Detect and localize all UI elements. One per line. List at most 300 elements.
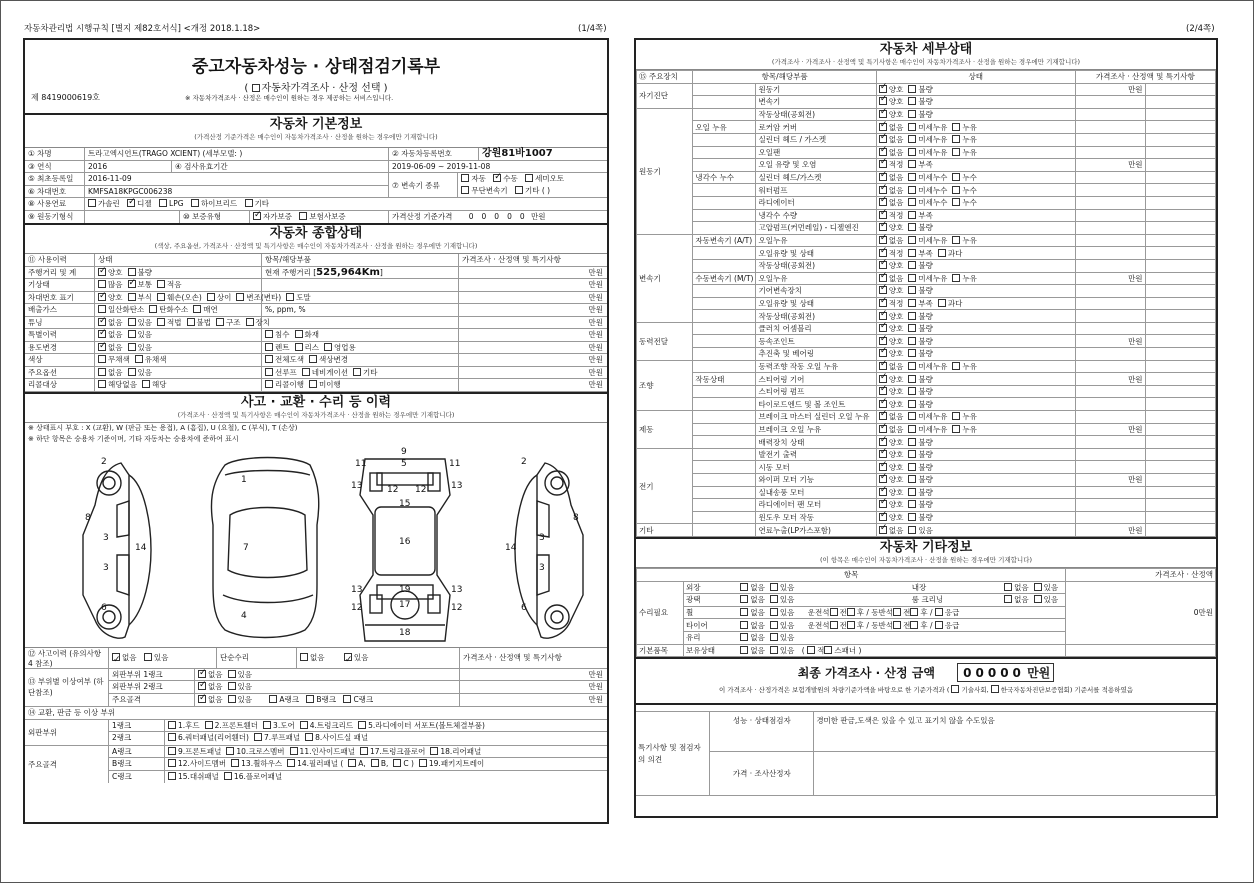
detail-state-checkbox[interactable] bbox=[908, 387, 916, 395]
trans-semiauto-checkbox[interactable] bbox=[525, 174, 533, 182]
detail-state-checkbox[interactable] bbox=[908, 198, 916, 206]
detail-state-checkbox[interactable] bbox=[879, 349, 887, 357]
overall-state-checkbox[interactable] bbox=[193, 305, 201, 313]
trans-other-checkbox[interactable] bbox=[515, 186, 523, 194]
part-item-checkbox[interactable] bbox=[254, 733, 262, 741]
detail-state-checkbox[interactable] bbox=[908, 261, 916, 269]
overall-state-label: 탄화수소 bbox=[159, 305, 189, 314]
own-yes-label: 있음 bbox=[779, 645, 795, 655]
detail-state-checkbox[interactable] bbox=[908, 236, 916, 244]
part-item-checkbox[interactable] bbox=[290, 747, 298, 755]
overall-state-checkbox[interactable] bbox=[128, 368, 136, 376]
fuel-gasoline-checkbox[interactable] bbox=[88, 199, 96, 207]
rank-c-checkbox[interactable] bbox=[343, 695, 351, 703]
detail-state bbox=[876, 524, 1075, 537]
part-item-checkbox[interactable] bbox=[168, 759, 176, 767]
detail-state-checkbox[interactable] bbox=[879, 387, 887, 395]
wheel-pass-rear-checkbox[interactable] bbox=[910, 608, 918, 616]
detail-note-cell bbox=[1145, 222, 1215, 235]
other-info-table: 항목 가격조사 · 산정액 수리필요 외장 없음 있음 내장 없음 있음 0만원 광택 없음 있음 룸 크리닝 없음 있음 휠 없음 있음 운전석 전 후 / 동반석 전 후 / 응급 타이어 없음 있음 운전석 전 후 / 동반석 전 후 / 응급 유리 없음 있음 기본품목 보유상태 없음 있음 ( 적 스패너 ) bbox=[636, 568, 1216, 657]
detail-state-checkbox[interactable] bbox=[879, 500, 887, 508]
rank2-label: 2랭크 bbox=[109, 732, 165, 745]
rank-b-checkbox[interactable] bbox=[306, 695, 314, 703]
detail-state-option bbox=[908, 198, 947, 207]
base-price-label: 가격산정 기준가격 bbox=[392, 211, 453, 221]
gloss-yes-label: 있음 bbox=[779, 595, 795, 605]
overall-row-detail bbox=[262, 329, 459, 341]
part-item-checkbox[interactable] bbox=[263, 721, 271, 729]
overall-state-checkbox[interactable] bbox=[128, 293, 136, 301]
overall-detail-checkbox[interactable] bbox=[295, 343, 303, 351]
detail-state-checkbox[interactable] bbox=[879, 438, 887, 446]
overall-detail-checkbox[interactable] bbox=[302, 368, 310, 376]
detail-state-checkbox[interactable] bbox=[908, 375, 916, 383]
detail-state-checkbox[interactable] bbox=[879, 223, 887, 231]
detail-state-checkbox[interactable] bbox=[908, 412, 916, 420]
detail-row bbox=[637, 146, 1216, 159]
detail-state-checkbox[interactable] bbox=[879, 488, 887, 496]
detail-state-option bbox=[908, 400, 933, 409]
detail-state-checkbox[interactable] bbox=[879, 123, 887, 131]
tech-society-checkbox[interactable] bbox=[951, 685, 959, 693]
detail-state-checkbox[interactable] bbox=[879, 324, 887, 332]
detail-state-checkbox[interactable] bbox=[908, 362, 916, 370]
tire-pass-rear-checkbox[interactable] bbox=[910, 621, 918, 629]
wheel-pass-rear-label: 후 bbox=[920, 608, 928, 618]
detail-state-checkbox[interactable] bbox=[879, 135, 887, 143]
detail-state-checkbox[interactable] bbox=[908, 526, 916, 534]
detail-state-checkbox[interactable] bbox=[908, 286, 916, 294]
overall-state-checkbox[interactable] bbox=[128, 318, 136, 326]
part-item-checkbox[interactable] bbox=[393, 759, 401, 767]
exterior-yes-checkbox[interactable] bbox=[770, 583, 778, 591]
detail-state-checkbox[interactable] bbox=[879, 160, 887, 168]
wheel-pass-front-checkbox[interactable] bbox=[893, 608, 901, 616]
overall-state-option bbox=[128, 330, 153, 339]
detail-state-checkbox[interactable] bbox=[908, 488, 916, 496]
overall-detail-option bbox=[265, 368, 297, 377]
clean-yes-checkbox[interactable] bbox=[1034, 595, 1042, 603]
interior-yes-checkbox[interactable] bbox=[1034, 583, 1042, 591]
detail-state-checkbox[interactable] bbox=[879, 362, 887, 370]
detail-state-checkbox[interactable] bbox=[908, 438, 916, 446]
warranty-self-checkbox[interactable] bbox=[253, 212, 261, 220]
overall-header-row bbox=[25, 254, 607, 267]
detail-group-label: 조향 bbox=[637, 360, 693, 410]
detail-state-label: 누유 bbox=[962, 273, 977, 283]
detail-state-checkbox[interactable] bbox=[879, 286, 887, 294]
detail-state-option bbox=[879, 463, 904, 472]
fuel-other-checkbox[interactable] bbox=[245, 199, 253, 207]
part-item-checkbox[interactable] bbox=[168, 747, 176, 755]
tech-society-label: 기술사회, bbox=[961, 686, 989, 695]
detail-state-label: 양호 bbox=[888, 84, 904, 94]
trans-manual-checkbox[interactable] bbox=[493, 174, 501, 182]
part-item-checkbox[interactable] bbox=[224, 772, 232, 780]
part-item-label: 16.플로어패널 bbox=[233, 771, 283, 781]
detail-note-cell bbox=[1145, 511, 1215, 524]
overall-detail-checkbox[interactable] bbox=[265, 380, 273, 388]
part-item-checkbox[interactable] bbox=[305, 733, 313, 741]
warranty-insurer-checkbox[interactable] bbox=[299, 212, 307, 220]
inspector-note[interactable]: 경미한 판금,도색은 있을 수 있고 표기치 않을 수도있음 bbox=[814, 712, 1216, 752]
detail-state-label: 양호 bbox=[888, 475, 904, 485]
overall-state-checkbox[interactable] bbox=[98, 343, 106, 351]
overall-state-checkbox[interactable] bbox=[135, 355, 143, 363]
detail-state bbox=[876, 121, 1075, 134]
detail-state-checkbox[interactable] bbox=[908, 349, 916, 357]
detail-state-checkbox[interactable] bbox=[952, 362, 960, 370]
detail-state-checkbox[interactable] bbox=[879, 274, 887, 282]
detail-state-checkbox[interactable] bbox=[879, 475, 887, 483]
final-digit: 0 bbox=[1012, 666, 1021, 681]
detail-state-checkbox[interactable] bbox=[908, 110, 916, 118]
part-item-option bbox=[348, 759, 366, 768]
detail-state-checkbox[interactable] bbox=[879, 148, 887, 156]
detail-sub-label bbox=[693, 247, 756, 260]
overall-state-checkbox[interactable] bbox=[98, 305, 106, 313]
wheel-label: 휠 bbox=[685, 608, 694, 618]
accident-yes-checkbox[interactable] bbox=[144, 653, 152, 661]
overall-row bbox=[25, 367, 607, 380]
detail-state-checkbox[interactable] bbox=[908, 463, 916, 471]
overall-state-option bbox=[128, 343, 153, 352]
detail-state-label: 과다 bbox=[947, 248, 963, 258]
glass-none-checkbox[interactable] bbox=[740, 633, 748, 641]
part-item-checkbox[interactable] bbox=[168, 733, 176, 741]
trans-cvt-checkbox[interactable] bbox=[461, 186, 469, 194]
part-item-checkbox[interactable] bbox=[358, 721, 366, 729]
part-item-checkbox[interactable] bbox=[360, 747, 368, 755]
detail-state-checkbox[interactable] bbox=[952, 186, 960, 194]
gloss-yes-checkbox[interactable] bbox=[770, 595, 778, 603]
fuel-label: ⑧ 사용연료 bbox=[25, 198, 85, 210]
detail-state-checkbox[interactable] bbox=[952, 274, 960, 282]
detail-state-checkbox[interactable] bbox=[879, 186, 887, 194]
part-item-option bbox=[205, 721, 258, 730]
detail-state-checkbox[interactable] bbox=[879, 412, 887, 420]
fuel-hybrid-checkbox[interactable] bbox=[191, 199, 199, 207]
wheel-yes-checkbox[interactable] bbox=[770, 608, 778, 616]
detail-state-checkbox[interactable] bbox=[879, 299, 887, 307]
wheel-emergency-checkbox[interactable] bbox=[935, 608, 943, 616]
detail-state-checkbox[interactable] bbox=[879, 375, 887, 383]
part-item-checkbox[interactable] bbox=[231, 759, 239, 767]
detail-state-label: 불량 bbox=[918, 223, 933, 233]
overall-state-checkbox[interactable] bbox=[149, 305, 157, 313]
gloss-none-checkbox[interactable] bbox=[740, 595, 748, 603]
rankb-items-row bbox=[109, 758, 607, 771]
overall-state-checkbox[interactable] bbox=[128, 330, 136, 338]
glass-yes-checkbox[interactable] bbox=[770, 633, 778, 641]
detail-state-checkbox[interactable] bbox=[879, 425, 887, 433]
overall-state-checkbox[interactable] bbox=[128, 343, 136, 351]
interior-yes-label: 있음 bbox=[1043, 582, 1059, 592]
detail-row bbox=[637, 285, 1216, 298]
clean-none-label: 없음 bbox=[1014, 595, 1029, 605]
detail-state-checkbox[interactable] bbox=[908, 312, 916, 320]
detail-state-option bbox=[879, 123, 904, 132]
overall-state-checkbox[interactable] bbox=[128, 280, 136, 288]
detail-state-checkbox[interactable] bbox=[952, 173, 960, 181]
detail-state-checkbox[interactable] bbox=[908, 223, 916, 231]
overall-state-checkbox[interactable] bbox=[98, 293, 106, 301]
detail-state-checkbox[interactable] bbox=[938, 299, 946, 307]
detail-state-checkbox[interactable] bbox=[879, 337, 887, 345]
appraiser-note[interactable] bbox=[814, 752, 1216, 796]
detail-state-checkbox[interactable] bbox=[908, 400, 916, 408]
overall-state-option bbox=[207, 293, 232, 302]
detail-state-checkbox[interactable] bbox=[952, 425, 960, 433]
frame-yes-checkbox[interactable] bbox=[228, 695, 236, 703]
overall-state-checkbox[interactable] bbox=[236, 293, 244, 301]
detail-state-checkbox[interactable] bbox=[952, 148, 960, 156]
part-item-checkbox[interactable] bbox=[430, 747, 438, 755]
frame-none-checkbox[interactable] bbox=[198, 695, 206, 703]
detail-state-checkbox[interactable] bbox=[908, 513, 916, 521]
detail-note-cell bbox=[1145, 121, 1215, 134]
rank-a-checkbox[interactable] bbox=[269, 695, 277, 703]
detail-state-checkbox[interactable] bbox=[908, 135, 916, 143]
final-digit: 0 bbox=[963, 666, 972, 681]
detail-state-checkbox[interactable] bbox=[952, 135, 960, 143]
detail-state-checkbox[interactable] bbox=[879, 312, 887, 320]
outer1-yes-checkbox[interactable] bbox=[228, 670, 236, 678]
detail-state-checkbox[interactable] bbox=[879, 400, 887, 408]
part-number-label: 5 bbox=[401, 458, 407, 469]
final-price-note bbox=[636, 685, 1216, 694]
detail-state-label: 누유 bbox=[962, 424, 977, 434]
part-item-checkbox[interactable] bbox=[300, 721, 308, 729]
overall-state-label: 양호 bbox=[108, 267, 123, 277]
detail-group-label: 동력전달 bbox=[637, 322, 693, 360]
detail-part: 고압펌프(커먼레일) - 디젤엔진 bbox=[756, 222, 876, 235]
overall-state-checkbox[interactable] bbox=[98, 318, 106, 326]
exterior-none-checkbox[interactable] bbox=[740, 583, 748, 591]
detail-state-label: 불량 bbox=[918, 450, 933, 460]
simple-repair-none-checkbox[interactable] bbox=[300, 653, 308, 661]
part-number-label: 7 bbox=[243, 542, 249, 553]
tire-pass-front-checkbox[interactable] bbox=[893, 621, 901, 629]
detail-state-option bbox=[879, 488, 904, 497]
outer2-price-unit: 만원 bbox=[588, 682, 603, 691]
tire-yes-checkbox[interactable] bbox=[770, 621, 778, 629]
detail-state-checkbox[interactable] bbox=[908, 211, 916, 219]
overall-state-checkbox[interactable] bbox=[142, 380, 150, 388]
part-item-checkbox[interactable] bbox=[419, 759, 427, 767]
overall-detail-checkbox[interactable] bbox=[353, 368, 361, 376]
outer2-none-checkbox[interactable] bbox=[198, 682, 206, 690]
fuel-diesel-checkbox[interactable] bbox=[127, 199, 135, 207]
detail-state-checkbox[interactable] bbox=[908, 324, 916, 332]
detail-row bbox=[637, 373, 1216, 386]
tire-none-checkbox[interactable] bbox=[740, 621, 748, 629]
part-item-option bbox=[430, 747, 481, 756]
overall-state-checkbox[interactable] bbox=[98, 280, 106, 288]
price-check-option-checkbox[interactable] bbox=[252, 84, 260, 92]
detail-state-checkbox[interactable] bbox=[908, 274, 916, 282]
overall-state-checkbox[interactable] bbox=[98, 355, 106, 363]
overall-state-checkbox[interactable] bbox=[216, 318, 224, 326]
overall-detail-option bbox=[295, 343, 320, 352]
part-item-checkbox[interactable] bbox=[287, 759, 295, 767]
part-number-label: 3 bbox=[103, 562, 109, 573]
part-item-checkbox[interactable] bbox=[168, 772, 176, 780]
overall-state-checkbox[interactable] bbox=[157, 280, 165, 288]
part-item-checkbox[interactable] bbox=[168, 721, 176, 729]
detail-state-checkbox[interactable] bbox=[908, 299, 916, 307]
detail-state-checkbox[interactable] bbox=[952, 412, 960, 420]
form-title: 중고자동차성능 · 상태점검기록부 bbox=[191, 57, 441, 77]
overall-state-option bbox=[98, 305, 144, 314]
detail-state-label: 누수 bbox=[962, 198, 977, 208]
part-item-label: 8.사이드실 패널 bbox=[315, 733, 369, 742]
detail-state-checkbox[interactable] bbox=[908, 500, 916, 508]
detail-state-label: 양호 bbox=[888, 336, 904, 346]
manual-checkbox[interactable] bbox=[807, 646, 815, 654]
detail-row bbox=[637, 499, 1216, 512]
outer2-yes-checkbox[interactable] bbox=[228, 682, 236, 690]
part-item-option bbox=[168, 721, 200, 730]
overall-state-checkbox[interactable] bbox=[207, 293, 215, 301]
trans-auto-checkbox[interactable] bbox=[461, 174, 469, 182]
overall-detail-checkbox[interactable] bbox=[324, 343, 332, 351]
detail-state-checkbox[interactable] bbox=[908, 450, 916, 458]
detail-state-checkbox[interactable] bbox=[879, 97, 887, 105]
overall-state-checkbox[interactable] bbox=[286, 293, 294, 301]
part-item-option bbox=[254, 733, 300, 742]
detail-state-checkbox[interactable] bbox=[908, 186, 916, 194]
tire-driver-front-checkbox[interactable] bbox=[830, 621, 838, 629]
detail-state-checkbox[interactable] bbox=[952, 123, 960, 131]
detail-state-checkbox[interactable] bbox=[879, 211, 887, 219]
detail-state-checkbox[interactable] bbox=[908, 160, 916, 168]
outer1-none-checkbox[interactable] bbox=[198, 670, 206, 678]
detail-state-checkbox[interactable] bbox=[879, 261, 887, 269]
part-item-checkbox[interactable] bbox=[226, 747, 234, 755]
detail-state-checkbox[interactable] bbox=[879, 236, 887, 244]
tire-emergency-checkbox[interactable] bbox=[935, 621, 943, 629]
overall-state-checkbox[interactable] bbox=[187, 318, 195, 326]
spanner-checkbox[interactable] bbox=[824, 646, 832, 654]
detail-state-checkbox[interactable] bbox=[908, 249, 916, 257]
clean-none-checkbox[interactable] bbox=[1004, 595, 1012, 603]
detail-state-checkbox[interactable] bbox=[908, 337, 916, 345]
detail-state bbox=[876, 133, 1075, 146]
detail-price-cell bbox=[1075, 285, 1145, 298]
kadis-checkbox[interactable] bbox=[991, 685, 999, 693]
part-item-checkbox[interactable] bbox=[371, 759, 379, 767]
detail-state-checkbox[interactable] bbox=[879, 110, 887, 118]
overall-state-checkbox[interactable] bbox=[246, 318, 254, 326]
overall-row-label: 튜닝 bbox=[25, 317, 95, 329]
detail-state bbox=[876, 411, 1075, 424]
detail-state-option bbox=[908, 299, 933, 308]
own-state-label: 보유상태 bbox=[685, 645, 715, 655]
overall-detail-checkbox[interactable] bbox=[265, 355, 273, 363]
overall-detail-checkbox[interactable] bbox=[265, 343, 273, 351]
overall-detail-checkbox[interactable] bbox=[295, 330, 303, 338]
overall-detail-checkbox[interactable] bbox=[265, 368, 273, 376]
overall-state-checkbox[interactable] bbox=[157, 318, 165, 326]
detail-state-checkbox[interactable] bbox=[908, 123, 916, 131]
ranka-label: A랭크 bbox=[109, 746, 165, 758]
overall-state-checkbox[interactable] bbox=[98, 380, 106, 388]
overall-row bbox=[25, 317, 607, 330]
wheel-driver-front-checkbox[interactable] bbox=[830, 608, 838, 616]
detail-state-checkbox[interactable] bbox=[879, 85, 887, 93]
part-item-label: 6.쿼터패널(리어휀더) bbox=[178, 733, 249, 742]
fuel-lpg-checkbox[interactable] bbox=[159, 199, 167, 207]
tire-driver-rear-checkbox[interactable] bbox=[847, 621, 855, 629]
overall-row-state bbox=[95, 292, 311, 304]
detail-state-checkbox[interactable] bbox=[879, 173, 887, 181]
interior-none-checkbox[interactable] bbox=[1004, 583, 1012, 591]
overall-detail-checkbox[interactable] bbox=[265, 330, 273, 338]
wheel-driver-rear-checkbox[interactable] bbox=[847, 608, 855, 616]
detail-state-option bbox=[879, 425, 904, 434]
tire-pass-rear-label: 후 bbox=[920, 620, 928, 630]
accident-none-checkbox[interactable] bbox=[112, 653, 120, 661]
overall-row-price: 만원 bbox=[588, 280, 603, 289]
detail-note-cell bbox=[1145, 146, 1215, 159]
detail-state-checkbox[interactable] bbox=[908, 425, 916, 433]
detail-state-checkbox[interactable] bbox=[879, 526, 887, 534]
wheel-yes-label: 있음 bbox=[779, 608, 795, 618]
own-yes-checkbox[interactable] bbox=[770, 646, 778, 654]
own-none-checkbox[interactable] bbox=[740, 646, 748, 654]
detail-state-checkbox[interactable] bbox=[908, 97, 916, 105]
overall-row-detail bbox=[262, 367, 459, 379]
simple-repair-yes-checkbox[interactable] bbox=[344, 653, 352, 661]
overall-state-checkbox[interactable] bbox=[98, 330, 106, 338]
detail-state-option bbox=[908, 337, 933, 346]
detail-state-checkbox[interactable] bbox=[938, 249, 946, 257]
detail-state-checkbox[interactable] bbox=[879, 463, 887, 471]
detail-state-checkbox[interactable] bbox=[879, 513, 887, 521]
detail-state-checkbox[interactable] bbox=[908, 85, 916, 93]
detail-state-checkbox[interactable] bbox=[879, 249, 887, 257]
detail-state-checkbox[interactable] bbox=[908, 475, 916, 483]
outer1-price-unit: 만원 bbox=[588, 669, 603, 679]
part-item-checkbox[interactable] bbox=[348, 759, 356, 767]
detail-state-checkbox[interactable] bbox=[908, 148, 916, 156]
overall-detail-checkbox[interactable] bbox=[309, 355, 317, 363]
detail-state-label: 미세누유 bbox=[918, 412, 948, 422]
overall-state-checkbox[interactable] bbox=[157, 293, 165, 301]
overall-state-checkbox[interactable] bbox=[98, 368, 106, 376]
overall-state-checkbox[interactable] bbox=[128, 268, 136, 276]
detail-state-checkbox[interactable] bbox=[952, 198, 960, 206]
overall-status-section bbox=[25, 223, 607, 392]
detail-state bbox=[876, 373, 1075, 386]
overall-row-state bbox=[95, 304, 262, 316]
detail-state-option bbox=[879, 236, 904, 245]
overall-detail-checkbox[interactable] bbox=[309, 380, 317, 388]
part-item-checkbox[interactable] bbox=[205, 721, 213, 729]
wheel-none-checkbox[interactable] bbox=[740, 608, 748, 616]
detail-row bbox=[637, 196, 1216, 209]
overall-state-checkbox[interactable] bbox=[98, 268, 106, 276]
overall-detail-option bbox=[265, 380, 304, 389]
detail-state-checkbox[interactable] bbox=[908, 173, 916, 181]
detail-state-checkbox[interactable] bbox=[952, 236, 960, 244]
part-item-label: 13.휠하우스 bbox=[241, 759, 283, 768]
detail-state-checkbox[interactable] bbox=[879, 450, 887, 458]
detail-state-option bbox=[879, 85, 904, 94]
detail-state-checkbox[interactable] bbox=[879, 198, 887, 206]
tire-passenger-label: 동반석 bbox=[871, 620, 894, 630]
